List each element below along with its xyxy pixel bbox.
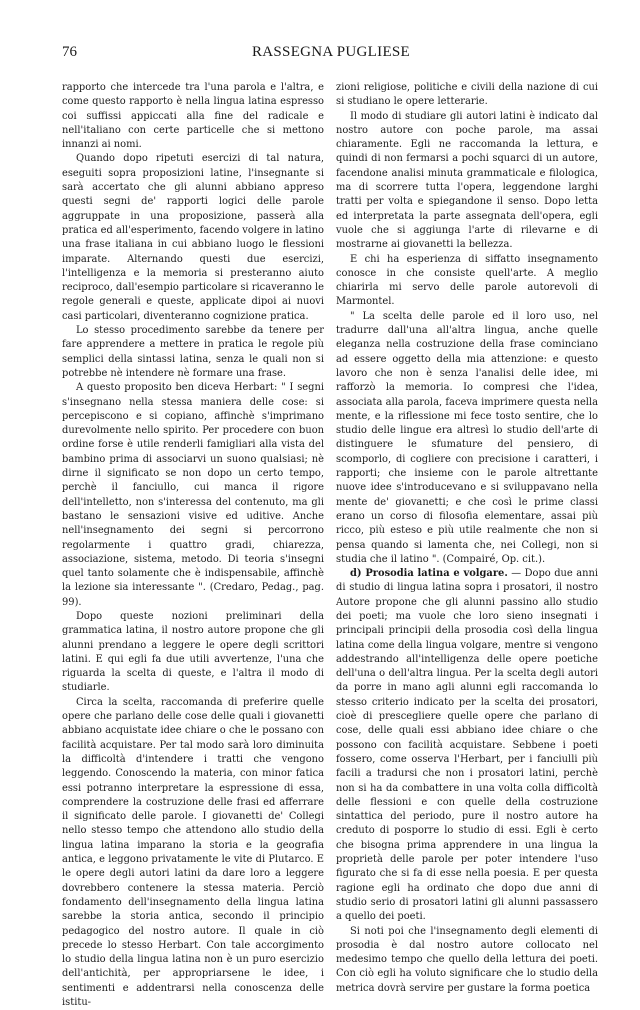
paragraph: Lo stesso procedimento sarebbe da tenere per fare apprendere a mettere in pratica le regole più semplici della sintassi latina, senza le quali non si potrebbe nè intendere nè formare una frase. — [62, 325, 324, 379]
paragraph: Si noti poi che l'insegnamento degli elementi di prosodia è dal nostro autore collocato nel medesimo tempo che quello della lettura dei poeti. Con ciò egli ha voluto significare che lo studio della metrica dovrà servire per gustare la forma poetica — [336, 925, 598, 994]
paragraph: E chi ha esperienza di siffatto insegnamento conosce in che consiste quell'arte. A meglio chiarirla mi servo delle parole autorevoli di Marmontel. — [336, 253, 598, 308]
section-heading: d) Prosodia latina e volgare. — [350, 568, 508, 580]
page-header — [62, 44, 600, 64]
paragraph: Circa la scelta, raccomanda di preferire quelle opere che parlano delle cose delle quali i giovanetti abbiano acquistate idee chiare o che le possano con facilità acquistare. Per tal modo sarà loro diminuita la difficoltà d'intendere i tratti che vengono leggendo. Conoscendo la materia, con minor fatica essi potranno interpretare la espressione di essa, comprendere la costruzione delle frasi ed afferrare il significato delle parole. I giovanetti de' Collegi nello stesso tempo che attendono allo studio della lingua latina imparano la storia e la geografia antica, e leggono privatamente le vite di Plutarco. E le opere degli autori latini da dare loro a leggere dovrebbero contenere la stessa materia. Perciò fondamento dell'insegnamento della lingua latina sarebbe la storia antica, secondo il principio pedagogico del nostro autore. Il quale in ciò precede lo stesso Herbart. Con tale accorgimento lo studio della lingua latina non è un puro esercizio dell'antichità, per appropriarsene le idee, i sentimenti e addentrarsi nella conoscenza delle istitu- — [62, 696, 324, 1008]
paragraph: A questo proposito ben diceva Herbart: " I segni s'insegnano nella stessa maniera delle cose: si percepiscono e si copiano, affinchè s'imprimano durevolmente nello spirito. Per procedere con buon ordine forse è utile renderli famigliari alla vista del bambino prima di associarvi un suono qualsiasi; nè dirne il significato se non dopo un certo tempo, perchè il fanciullo, cui manca il rigore dell'intelletto, non s'interessa del contenuto, ma gli bastano le sensazioni visive ed uditive. Anche nell'insegnamento dei segni si percorrono regolarmente i quattro gradi, chiarezza, associazione, sistema, metodo. Di teoria s'insegni quel tanto solamente che è indispensabile, affinchè la lezione sia interessante ". (Credaro, Pedag., pag. 99). — [62, 382, 324, 608]
page-number: 76 — [62, 44, 77, 60]
paragraph: " La scelta delle parole ed il loro uso, nel tradurre dall'una all'altra lingua, anche quelle eleganza nella costruzione della frase cominciano ad essere oggetto della mia attenzione: e questo lavoro che non è senza l'analisi delle idee, mi rafforzò la memoria. Io compresi che l'idea, associata alla parola, faceva imprimere questa nella mente, e la riflessione mi fece tosto sentire, che lo studio delle lingue era altresì lo studio dell'arte di distinguere le sfumature del pensiero, di scomporlo, di cogliere con precisione i caratteri, i rapporti; che insieme con le parole altrettante nuove idee s'introducevano e si sviluppavano nella mente de' giovanetti; e che così le prime classi erano un corso di filosofia elementare, assai più ricco, più esteso e più utile realmente che non si pensa quando si lamenta che, nei Collegi, non si studia che il latino ". (Compairé, Op. cit.). — [336, 310, 598, 565]
running-title: RASSEGNA PUGLIESE — [251, 44, 411, 60]
paragraph: rapporto che intercede tra l'una parola e l'altra, e come questo rapporto è nella lingua latina espresso coi suffissi appiccati alla fine del radicale e nell'italiano con certe particelle che si mettono innanzi ai nomi. — [62, 82, 324, 151]
left-column — [62, 81, 324, 1010]
paragraph: Quando dopo ripetuti esercizi di tal natura, eseguiti sopra proposizioni latine, l'insegnante si sarà accertato che gli alunni abbiano appreso questi segni de' rapporti logici delle parole aggruppate in una proposizione, passerà alla pratica ed all'esperimento, facendo volgere in latino una frase italiana in cui abbiano luogo le flessioni imparate. Alternando questi due esercizi, l'intelligenza e la memoria si presteranno aiuto reciproco, dall'esempio particolare si ricaveranno le regole generali e queste, applicate dipoi ai nuovi casi particolari, diventeranno cognizione pratica. — [62, 153, 324, 322]
section-text: — Dopo due anni di studio di lingua latina sopra i prosatori, il nostro Autore propone che gli alunni passino allo studio dei poeti; ma vuole che loro sieno insegnati i principali principii della prosodia così della lingua latina come della lingua volgare, mentre si vengono addestrando all'intelligenza delle opere poetiche dell'una o dell'altra lingua. Per la scelta degli autori da porre in mano agli alunni egli raccomanda lo stesso criterio indicato per la scelta dei prosatori, cioè di prescegliere quelle opere che parlano di cose, delle quali essi abbiano idee chiare o che possono con facilità acquistare. Sebbene i poeti fossero, come osserva l'Herbart, per i fanciulli più facili a tradursi che non i prosatori latini, perchè non si ha da combattere in una volta colla difficoltà delle flessioni e con quelle della costruzione sintattica del periodo, pure il nostro autore ha creduto di posporre lo studio di essi. Egli è certo che bisogna prima apprendere in una lingua la proprietà delle parole per poter intendere l'uso figurato che si fa di esse nella poesia. E per questa ragione egli ha ordinato che dopo due anni di studio serio di prosatori latini gli alunni passassero a quello dei poeti. — [336, 568, 598, 923]
right-column — [336, 81, 598, 996]
paragraph: Dopo queste nozioni preliminari della grammatica latina, il nostro autore propone che gli alunni prendano a leggere le opere degli scrittori latini. E qui egli fa due utili avvertenze, l'una che riguarda la scelta di queste, e l'altra il modo di studiarle. — [62, 610, 324, 694]
section-paragraph — [336, 567, 598, 924]
paragraph: zioni religiose, politiche e civili della nazione di cui si studiano le opere letterarie. — [336, 82, 598, 108]
paragraph: Il modo di studiare gli autori latini è indicato dal nostro autore con poche parole, ma assai chiaramente. Egli ne raccomanda la lettura, e quindi di non fermarsi a pochi squarci di un autore, facendone analisi minuta grammaticale e filologica, ma di scorrere tutta l'opera, leggendone larghi tratti per volta e spiegandone il senso. Dopo letta ed interpretata la parte assegnata dell'opera, egli vuole che si aggiunga l'arte di rilevarne e di mostrarne ai giovanetti la bellezza. — [336, 110, 598, 251]
